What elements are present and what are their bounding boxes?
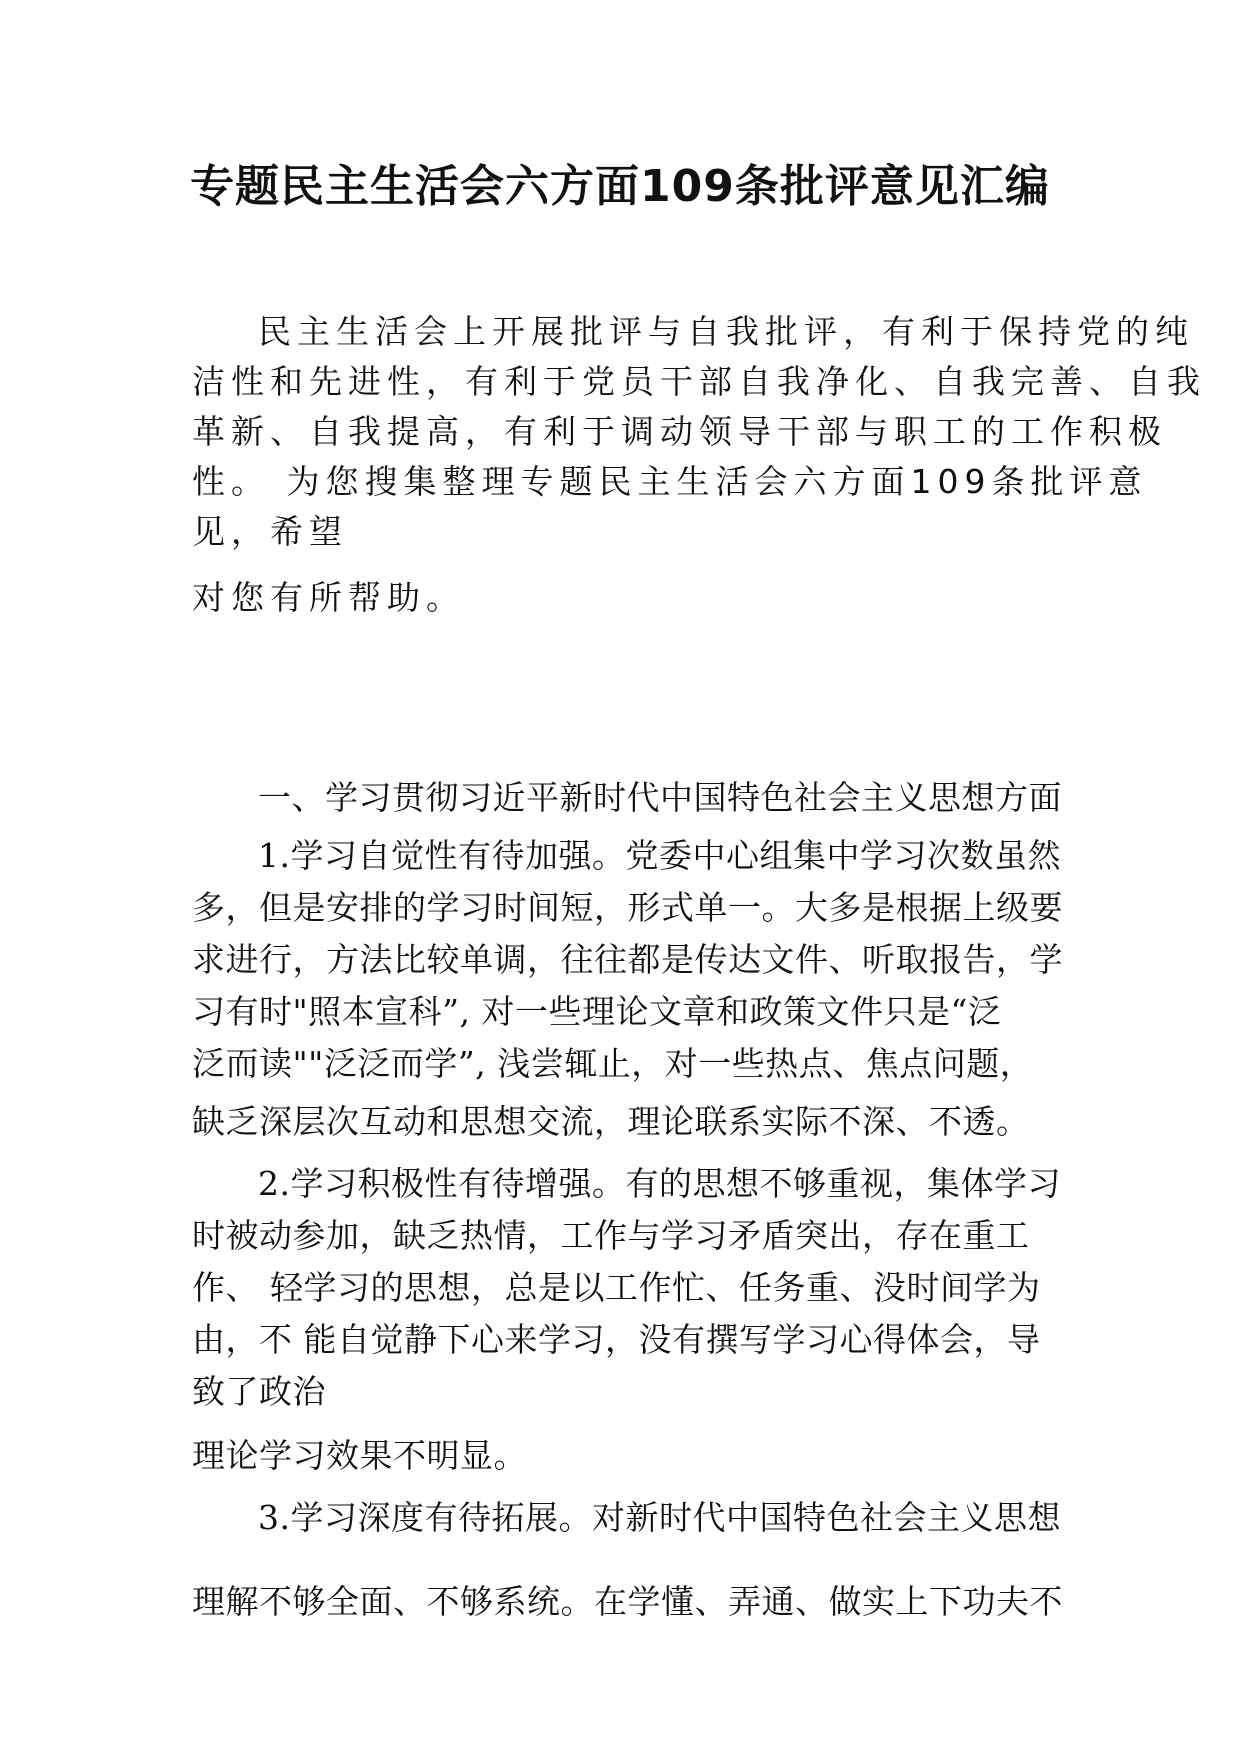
item3-line-1: 3.学习深度有待拓展。对新时代中国特色社会主义思想 [258, 1498, 1061, 1537]
item2-line-6: 理论学习效果不明显。 [192, 1436, 527, 1475]
item1-line-1: 1.学习自觉性有待加强。党委中心组集中学习次数虽然 [258, 836, 1061, 875]
item1-line-6: 缺乏深层次互动和思想交流，理论联系实际不深、不透。 [192, 1102, 1030, 1141]
item3-line-2: 理解不够全面、不够系统。在学懂、弄通、做实上下功夫不 [192, 1582, 1063, 1621]
item2-line-1: 2.学习积极性有待增强。有的思想不够重视，集体学习 [258, 1164, 1061, 1203]
intro-line-4: 性。 为您搜集整理专题民主生活会六方面109条批评意 [192, 462, 1148, 501]
item1-line-4: 习有时"照本宣科”, 对一些理论文章和政策文件只是“泛 [192, 992, 1002, 1031]
item2-line-4: 由，不 能自觉静下心来学习，没有撰写学习心得体会，导 [192, 1320, 1041, 1359]
item1-line-2: 多，但是安排的学习时间短，形式单一。大多是根据上级要 [192, 888, 1063, 927]
item2-line-2: 时被动参加，缺乏热情，工作与学习矛盾突出，存在重工 [192, 1216, 1030, 1255]
intro-line-3: 革新、自我提高，有利于调动领导干部与职工的工作积极 [192, 412, 1167, 451]
document-title: 专题民主生活会六方面109条批评意见汇编 [190, 161, 1050, 212]
intro-line-5: 见，希望 [192, 512, 348, 551]
item2-line-5: 致了政治 [192, 1372, 326, 1411]
item1-line-3: 求进行，方法比较单调，往往都是传达文件、听取报告，学 [192, 940, 1063, 979]
intro-line-2: 洁性和先进性，有利于党员干部自我净化、自我完善、自我 [192, 362, 1206, 401]
intro-line-6: 对您有所帮助。 [192, 578, 465, 617]
section-heading: 一、学习贯彻习近平新时代中国特色社会主义思想方面 [258, 778, 1062, 817]
item1-line-5: 泛而读""泛泛而学”, 浅尝辄止，对一些热点、焦点问题， [192, 1044, 1034, 1083]
item2-line-3: 作、 轻学习的思想，总是以工作忙、任务重、没时间学为 [192, 1268, 1041, 1307]
intro-line-1: 民主生活会上开展批评与自我批评，有利于保持党的纯 [258, 312, 1194, 351]
